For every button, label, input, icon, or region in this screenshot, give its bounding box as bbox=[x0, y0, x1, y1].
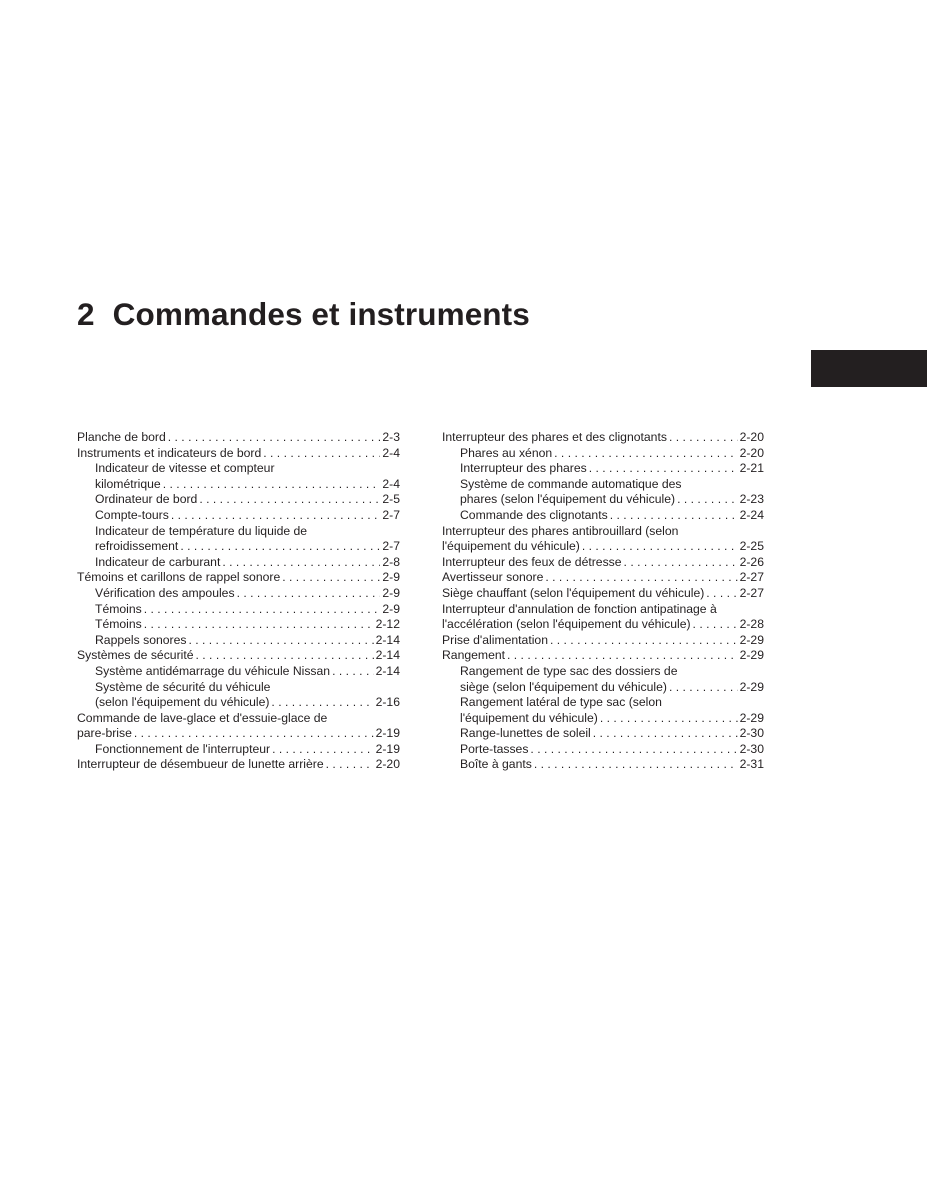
chapter-heading bbox=[77, 296, 530, 333]
toc-entry[interactable] bbox=[77, 617, 400, 633]
toc-entry-title: Témoins bbox=[95, 617, 142, 632]
toc-entry-page: 2-14 bbox=[375, 663, 400, 678]
toc-entry-page: 2-29 bbox=[739, 632, 764, 647]
toc-entry-line bbox=[460, 446, 764, 462]
chapter-title: Commandes et instruments bbox=[112, 296, 530, 332]
toc-entry-page: 2-12 bbox=[375, 617, 400, 632]
dot-leader bbox=[263, 446, 380, 462]
dot-leader bbox=[222, 555, 380, 571]
toc-entry-title: refroidissement bbox=[95, 539, 179, 554]
toc-entry[interactable] bbox=[77, 680, 400, 711]
dot-leader bbox=[545, 570, 737, 586]
dot-leader bbox=[237, 586, 381, 602]
toc-entry-page: 2-20 bbox=[375, 757, 400, 772]
toc-entry-line bbox=[95, 664, 400, 680]
toc-entry-page: 2-16 bbox=[375, 695, 400, 710]
chapter-number: 2 bbox=[77, 296, 95, 332]
toc-entry-line bbox=[460, 461, 764, 477]
toc-entry-line bbox=[442, 586, 764, 602]
toc-entry-line bbox=[95, 695, 400, 711]
toc-entry-page: 2-14 bbox=[375, 648, 400, 663]
toc-entry-page: 2-26 bbox=[739, 554, 764, 569]
dot-leader bbox=[610, 508, 738, 524]
toc-entry-page: 2-30 bbox=[739, 726, 764, 741]
toc-entry-title: (selon l'équipement du véhicule) bbox=[95, 695, 270, 710]
toc-entry[interactable] bbox=[77, 711, 400, 742]
toc-entry-title: Rangement bbox=[442, 648, 506, 663]
toc-entry-page: 2-5 bbox=[382, 492, 400, 507]
toc-entry-line bbox=[442, 555, 764, 571]
toc-entry[interactable] bbox=[442, 446, 764, 462]
toc-entry[interactable] bbox=[442, 742, 764, 758]
toc-entry[interactable] bbox=[442, 602, 764, 633]
toc-entry-title: Indicateur de carburant bbox=[95, 554, 221, 569]
toc-entry-title: Porte-tasses bbox=[460, 741, 529, 756]
toc-entry-title: Prise d'alimentation bbox=[442, 632, 548, 647]
dot-leader bbox=[600, 711, 738, 727]
toc-entry-line bbox=[95, 477, 400, 493]
toc-entry[interactable] bbox=[77, 742, 400, 758]
toc-entry-title: Interrupteur des feux de détresse bbox=[442, 554, 622, 569]
toc-entry[interactable] bbox=[77, 508, 400, 524]
toc-entry-page: 2-4 bbox=[382, 476, 400, 491]
dot-leader bbox=[554, 446, 737, 462]
toc-entry[interactable] bbox=[77, 446, 400, 462]
toc-entry-line bbox=[95, 492, 400, 508]
toc-entry-line bbox=[95, 508, 400, 524]
toc-entry-page: 2-31 bbox=[739, 757, 764, 772]
toc-entry-title-line: Système de sécurité du véhicule bbox=[95, 679, 271, 694]
toc-entry-line bbox=[460, 492, 764, 508]
toc-entry-line bbox=[442, 648, 764, 664]
toc-entry-line bbox=[95, 742, 400, 758]
toc-entry-line bbox=[442, 617, 764, 633]
toc-entry[interactable] bbox=[77, 461, 400, 492]
toc-entry-page: 2-19 bbox=[375, 741, 400, 756]
dot-leader bbox=[550, 633, 738, 649]
dot-leader bbox=[677, 492, 738, 508]
toc-entry[interactable] bbox=[442, 586, 764, 602]
toc-entry-page: 2-7 bbox=[382, 539, 400, 554]
toc-entry-line bbox=[442, 539, 764, 555]
toc-entry-title: Range-lunettes de soleil bbox=[460, 726, 591, 741]
toc-entry-line bbox=[460, 726, 764, 742]
dot-leader bbox=[589, 461, 738, 477]
toc-entry-title: Interrupteur des phares et des clignotants bbox=[442, 430, 667, 444]
toc-entry-title-line: Commande de lave-glace et d'essuie-glace de bbox=[77, 710, 328, 725]
toc-entry-title-line: Rangement latéral de type sac (selon bbox=[460, 695, 662, 710]
toc-entry-title: Ordinateur de bord bbox=[95, 492, 198, 507]
dot-leader bbox=[326, 757, 374, 773]
toc-entry[interactable] bbox=[442, 508, 764, 524]
toc-right-column bbox=[442, 430, 764, 773]
toc-entry-page: 2-20 bbox=[739, 445, 764, 460]
toc-entry[interactable] bbox=[442, 726, 764, 742]
toc-entry-title: Siège chauffant (selon l'équipement du véhicule) bbox=[442, 585, 705, 600]
toc-entry[interactable] bbox=[77, 633, 400, 649]
toc-entry-page: 2-9 bbox=[382, 585, 400, 600]
toc-entry-page: 2-14 bbox=[375, 632, 400, 647]
toc-entry-page: 2-20 bbox=[739, 430, 764, 444]
toc-entry-title-line: Interrupteur d'annulation de fonction antipatinage à bbox=[442, 601, 717, 616]
toc-entry[interactable] bbox=[442, 555, 764, 571]
toc-entry-title-line: Indicateur de vitesse et compteur bbox=[95, 461, 275, 476]
toc-entry-page: 2-28 bbox=[739, 617, 764, 632]
toc-entry-page: 2-3 bbox=[382, 430, 400, 444]
toc-entry-title: Phares au xénon bbox=[460, 445, 553, 460]
toc-entry-line bbox=[77, 648, 400, 664]
toc-entry-line bbox=[95, 617, 400, 633]
toc-entry-title: Interrupteur de désembueur de lunette arrière bbox=[77, 757, 324, 772]
toc-entry-title: kilométrique bbox=[95, 476, 161, 491]
toc-entry-page: 2-21 bbox=[739, 461, 764, 476]
toc-entry-page: 2-25 bbox=[739, 539, 764, 554]
toc-entry[interactable] bbox=[77, 492, 400, 508]
toc-entry-title: Avertisseur sonore bbox=[442, 570, 544, 585]
toc-entry-title: Témoins bbox=[95, 601, 142, 616]
toc-entry-page: 2-19 bbox=[375, 726, 400, 741]
toc-entry-title: Boîte à gants bbox=[460, 757, 532, 772]
chapter-tab-marker bbox=[811, 350, 927, 387]
toc-entry-title-line: Système de commande automatique des bbox=[460, 476, 682, 491]
toc-entry-title: Instruments et indicateurs de bord bbox=[77, 445, 262, 460]
dot-leader bbox=[332, 664, 374, 680]
toc-entry-page: 2-29 bbox=[739, 648, 764, 663]
toc-entry-title: Rappels sonores bbox=[95, 632, 187, 647]
dot-leader bbox=[163, 477, 381, 493]
toc-entry-title: Système antidémarrage du véhicule Nissan bbox=[95, 663, 331, 678]
toc-entry-page: 2-24 bbox=[739, 507, 764, 522]
toc-entry-title: Compte-tours bbox=[95, 507, 169, 522]
dot-leader bbox=[624, 555, 738, 571]
toc-entry-page: 2-23 bbox=[739, 492, 764, 507]
toc-entry-line bbox=[442, 430, 764, 446]
toc-entry-line bbox=[442, 570, 764, 586]
toc-entry-line bbox=[77, 757, 400, 773]
toc-entry-page: 2-9 bbox=[382, 570, 400, 585]
toc-entry[interactable] bbox=[77, 570, 400, 586]
toc-entry-line bbox=[95, 633, 400, 649]
toc-entry[interactable] bbox=[442, 461, 764, 477]
toc-entry[interactable] bbox=[77, 664, 400, 680]
toc-entry-title: phares (selon l'équipement du véhicule) bbox=[460, 492, 676, 507]
toc-entry-page: 2-4 bbox=[382, 445, 400, 460]
dot-leader bbox=[282, 570, 380, 586]
dot-leader bbox=[171, 508, 381, 524]
dot-leader bbox=[669, 680, 738, 696]
toc-entry-title: Systèmes de sécurité bbox=[77, 648, 194, 663]
toc-entry-title-line: Interrupteur des phares antibrouillard (selon bbox=[442, 523, 679, 538]
toc-entry-title: siège (selon l'équipement du véhicule) bbox=[460, 679, 667, 694]
dot-leader bbox=[272, 742, 374, 758]
toc-entry[interactable] bbox=[77, 524, 400, 555]
toc-entry-line bbox=[460, 680, 764, 696]
dot-leader bbox=[693, 617, 738, 633]
toc-entry-title: Fonctionnement de l'interrupteur bbox=[95, 741, 271, 756]
dot-leader bbox=[534, 757, 738, 773]
toc-entry[interactable] bbox=[77, 602, 400, 618]
toc-entry[interactable] bbox=[442, 695, 764, 726]
dot-leader bbox=[196, 648, 374, 664]
toc-entry-page: 2-29 bbox=[739, 679, 764, 694]
toc-entry-title: Commande des clignotants bbox=[460, 507, 608, 522]
toc-entry-line bbox=[460, 508, 764, 524]
toc-entry-title: l'accélération (selon l'équipement du véhicule) bbox=[442, 617, 691, 632]
toc-entry[interactable] bbox=[442, 757, 764, 773]
toc-entry-title-line: Indicateur de température du liquide de bbox=[95, 523, 308, 538]
dot-leader bbox=[530, 742, 737, 758]
toc-entry[interactable] bbox=[442, 477, 764, 508]
toc-entry-line bbox=[460, 742, 764, 758]
toc-entry-title: Planche de bord bbox=[77, 430, 166, 444]
toc-entry-page: 2-8 bbox=[382, 554, 400, 569]
dot-leader bbox=[271, 695, 373, 711]
toc-entry[interactable] bbox=[442, 524, 764, 555]
toc-entry-title: l'équipement du véhicule) bbox=[460, 710, 598, 725]
toc-entry-line bbox=[95, 539, 400, 555]
toc-entry-page: 2-7 bbox=[382, 507, 400, 522]
toc-entry[interactable] bbox=[77, 555, 400, 571]
toc-entry-title: pare-brise bbox=[77, 726, 132, 741]
toc-entry-page: 2-27 bbox=[739, 585, 764, 600]
dot-leader bbox=[188, 633, 373, 649]
toc-entry-title: l'équipement du véhicule) bbox=[442, 539, 580, 554]
toc-entry-line bbox=[95, 555, 400, 571]
dot-leader bbox=[669, 430, 738, 446]
dot-leader bbox=[144, 602, 381, 618]
toc-entry[interactable] bbox=[442, 570, 764, 586]
toc-entry[interactable] bbox=[77, 648, 400, 664]
toc-entry-page: 2-29 bbox=[739, 710, 764, 725]
toc-entry-line bbox=[460, 711, 764, 727]
toc-entry-title-line: Rangement de type sac des dossiers de bbox=[460, 663, 678, 678]
toc-entry[interactable] bbox=[77, 757, 400, 773]
toc-entry-title: Témoins et carillons de rappel sonore bbox=[77, 570, 281, 585]
dot-leader bbox=[582, 539, 738, 555]
dot-leader bbox=[144, 617, 374, 633]
toc-entry-line bbox=[77, 726, 400, 742]
toc-entry-line bbox=[442, 633, 764, 649]
dot-leader bbox=[507, 648, 738, 664]
dot-leader bbox=[706, 586, 737, 602]
toc-left-column bbox=[77, 430, 400, 773]
dot-leader bbox=[199, 492, 380, 508]
dot-leader bbox=[180, 539, 380, 555]
toc-entry-line bbox=[77, 446, 400, 462]
toc-entry-line bbox=[77, 430, 400, 446]
toc-entry-page: 2-9 bbox=[382, 601, 400, 616]
toc-entry-title: Interrupteur des phares bbox=[460, 461, 587, 476]
toc-entry-page: 2-30 bbox=[739, 741, 764, 756]
toc-entry[interactable] bbox=[442, 648, 764, 664]
toc-entry[interactable] bbox=[77, 430, 400, 446]
toc-entry-title: Vérification des ampoules bbox=[95, 585, 235, 600]
toc-entry-line bbox=[460, 757, 764, 773]
toc-entry[interactable] bbox=[442, 664, 764, 695]
toc-entry-page: 2-27 bbox=[739, 570, 764, 585]
dot-leader bbox=[593, 726, 738, 742]
toc-entry[interactable] bbox=[77, 586, 400, 602]
dot-leader bbox=[168, 430, 381, 446]
toc-entry-line bbox=[95, 602, 400, 618]
dot-leader bbox=[134, 726, 374, 742]
toc-entry-line bbox=[95, 586, 400, 602]
toc-entry-line bbox=[77, 570, 400, 586]
toc-entry[interactable] bbox=[442, 430, 764, 446]
toc-entry[interactable] bbox=[442, 633, 764, 649]
